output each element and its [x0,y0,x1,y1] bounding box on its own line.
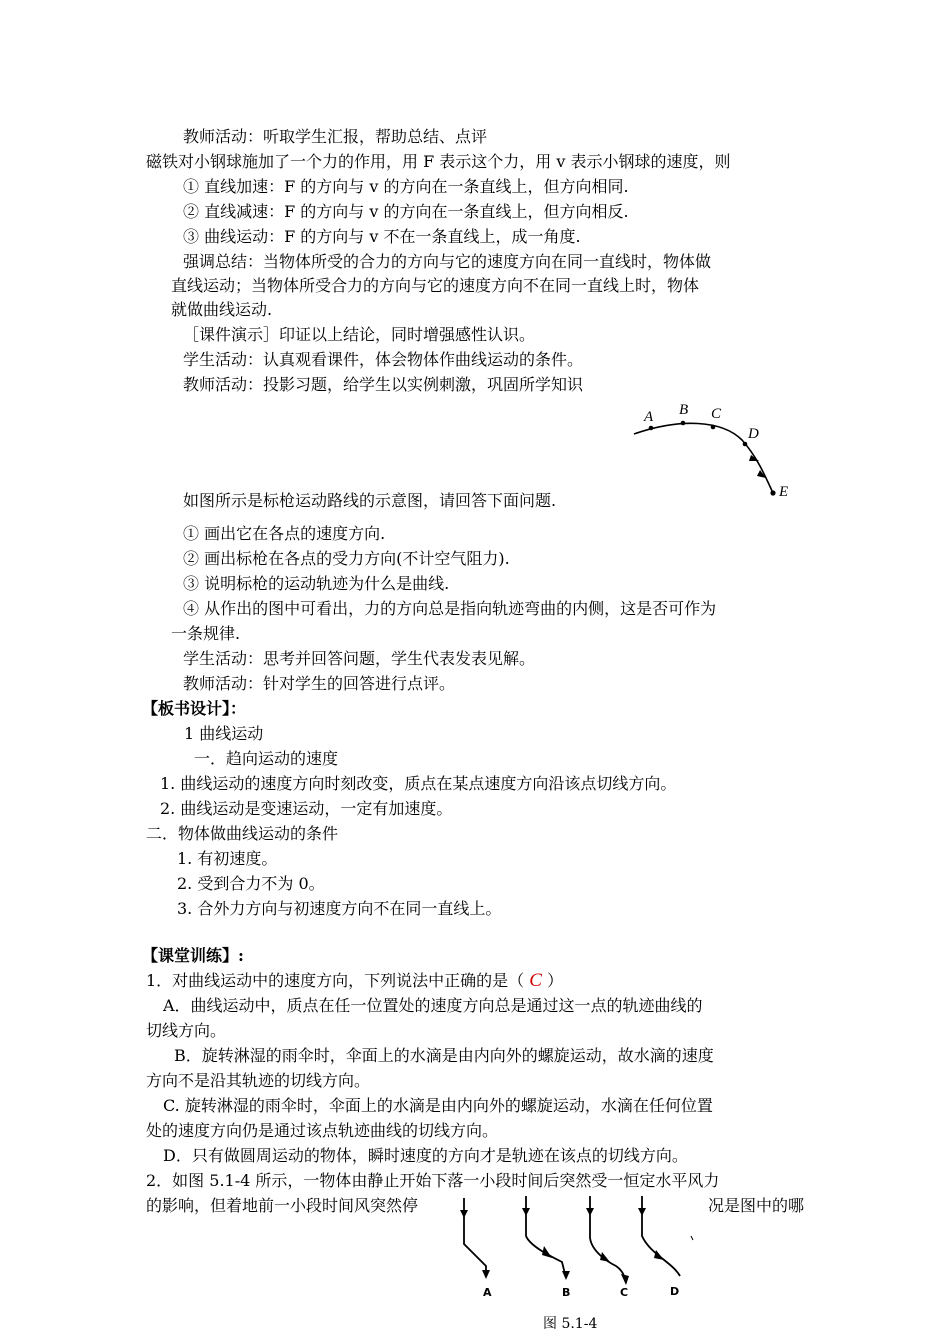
board-section-1: 一．趋向运动的速度 [194,749,339,768]
board-condition-2: 2. 受到合力不为 0。 [177,874,325,893]
question-item-2: ② 画出标枪在各点的受力方向(不计空气阻力). [183,549,510,568]
stray-mark [691,1236,693,1240]
arrowhead-1 [749,455,759,461]
q2-line-1: 2．如图 5.1-4 所示，一物体由静止开始下落一小段时间后突然受一恒定水平风力 [146,1171,720,1190]
summary-line-3: 就做曲线运动. [171,300,273,319]
board-condition-1: 1. 有初速度。 [177,849,278,868]
q2-line-2-right: 况是图中的哪 [708,1196,805,1215]
point-a [649,426,654,431]
board-title: 1 曲线运动 [184,724,264,743]
teacher-projection-line: 教师活动：投影习题，给学生以实例刺激，巩固所学知识 [183,375,584,394]
arrow-b-bottom [562,1271,570,1280]
board-point-2: 2. 曲线运动是变速运动，一定有加速度。 [160,799,453,818]
case-curved-motion: ③ 曲线运动：F 的方向与 v 不在一条直线上，成一角度. [183,227,581,246]
case-linear-accel: ① 直线加速：F 的方向与 v 的方向在一条直线上，但方向相同. [183,177,629,196]
teacher-activity-line: 教师活动：听取学生汇报，帮助总结、点评 [183,127,488,146]
q1-option-b-cont: 方向不是沿其轨迹的切线方向。 [146,1071,371,1090]
point-e [770,490,775,495]
case-linear-decel: ② 直线减速：F 的方向与 v 的方向在一条直线上，但方向相反. [183,202,629,221]
q1-option-d: D．只有做圆周运动的物体，瞬时速度的方向才是轨迹在该点的切线方向。 [163,1146,688,1165]
q1-option-b: B．旋转淋湿的雨伞时，伞面上的水滴是由内向外的螺旋运动，故水滴的速度 [174,1046,714,1065]
practice-heading: 【课堂训练】: [142,946,244,965]
q1-stem [146,970,563,992]
summary-line-2: 直线运动；当物体所受合力的方向与它的速度方向不在同一直线上时，物体 [171,276,700,295]
label-d: D [748,426,759,442]
magnet-force-line: 磁铁对小钢球施加了一个力的作用，用 F 表示这个力，用 v 表示小钢球的速度，则 [146,152,731,171]
label-c: C [711,406,722,422]
label-e: E [779,484,789,500]
arrow-b-mid [542,1246,552,1258]
summary-line-1: 强调总结：当物体所受的合力的方向与它的速度方向在同一直线时，物体做 [183,252,712,271]
question-item-4-cont: 一条规律. [171,624,241,643]
trajectory-curve [634,423,773,493]
question-intro: 如图所示是标枪运动路线的示意图，请回答下面问题. [183,491,557,510]
q1-answer: C [529,970,542,991]
arrow-c-mid [600,1252,610,1262]
board-section-2: 二．物体做曲线运动的条件 [146,824,339,843]
figure-mask [462,1190,706,1218]
q2-line-2-left: 的影响，但着地前一小段时间风突然停 [146,1196,419,1215]
arrow-a-bottom [482,1270,490,1279]
q1-option-c-cont: 处的速度方向仍是通过该点轨迹曲线的切线方向。 [146,1121,499,1140]
question-item-4: ④ 从作出的图中可看出，力的方向总是指向轨迹弯曲的内侧，这是否可作为 [183,599,717,618]
figure-caption: 图 5.1-4 [543,1316,598,1332]
q1-stem-text: 1．对曲线运动中的速度方向，下列说法中正确的是（ [146,971,525,990]
path-label-b: B [562,1286,571,1299]
q1-option-a-cont: 切线方向。 [146,1021,227,1040]
label-a: A [644,409,654,425]
point-d [743,442,748,447]
point-b [681,421,686,426]
q1-option-c: C. 旋转淋湿的雨伞时，伞面上的水滴是由内向外的螺旋运动，水滴在任何位置 [163,1096,713,1115]
courseware-demo-line: ［课件演示］印证以上结论，同时增强感性认识。 [183,325,536,344]
q1-stem-close: ） [547,971,564,990]
arrow-d-mid [654,1250,664,1260]
path-label-a: A [483,1286,492,1299]
arrowhead-2 [757,470,766,478]
teacher-comment-line: 教师活动：针对学生的回答进行点评。 [183,674,456,693]
point-c [711,425,716,430]
arrow-c-bottom [621,1274,629,1285]
student-answer-line: 学生活动：思考并回答问题，学生代表发表见解。 [183,649,536,668]
question-item-1: ① 画出它在各点的速度方向. [183,524,386,543]
label-b: B [679,402,689,418]
q1-option-a: A．曲线运动中，质点在任一位置处的速度方向总是通过这一点的轨迹曲线的 [163,996,703,1015]
board-point-1: 1. 曲线运动的速度方向时刻改变，质点在某点速度方向沿该点切线方向。 [160,774,677,793]
board-condition-3: 3. 合外力方向与初速度方向不在同一直线上。 [177,899,502,918]
path-label-c: C [620,1286,629,1299]
path-label-d: D [670,1285,680,1298]
question-item-3: ③ 说明标枪的运动轨迹为什么是曲线. [183,574,450,593]
student-activity-line: 学生活动：认真观看课件，体会物体作曲线运动的条件。 [183,350,584,369]
board-heading: 【板书设计】： [142,699,247,718]
